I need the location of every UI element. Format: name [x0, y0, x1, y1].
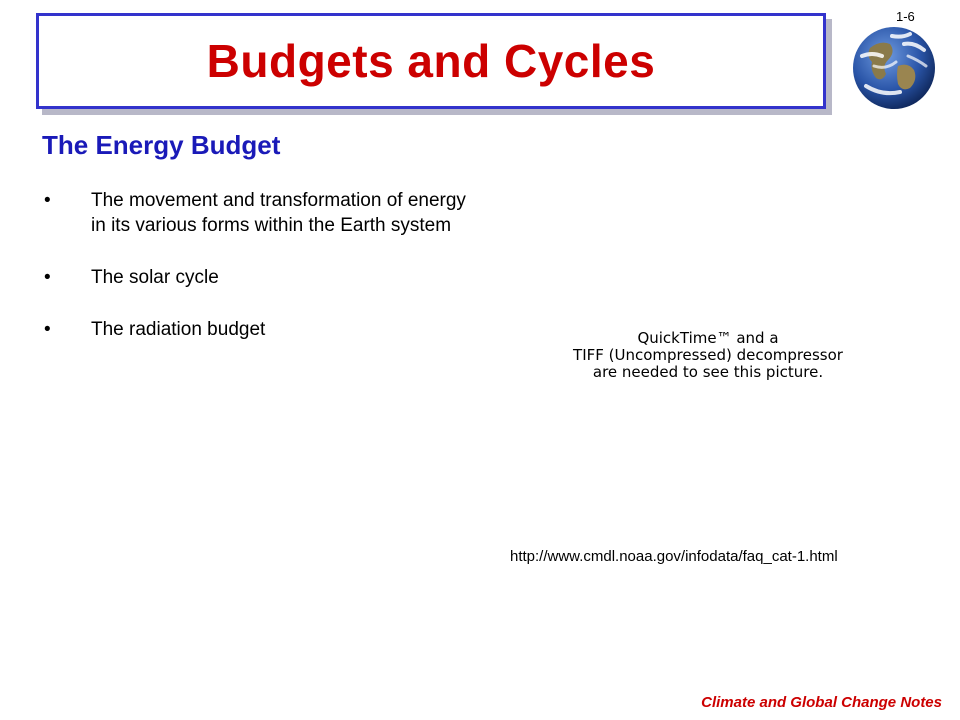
bullet-item	[44, 188, 484, 238]
bullet-text: The movement and transformation of energy in its various forms within the Earth system	[91, 190, 466, 236]
earth-globe-icon	[852, 26, 936, 110]
source-url: http://www.cmdl.noaa.gov/infodata/faq_cat-1.html	[510, 548, 838, 565]
bullet-text: The solar cycle	[91, 267, 219, 288]
bullet-text: The radiation budget	[91, 319, 266, 340]
footer-text: Climate and Global Change Notes	[701, 694, 942, 711]
bullet-marker: •	[44, 190, 51, 211]
section-subtitle: The Energy Budget	[42, 130, 281, 160]
bullet-item	[44, 265, 484, 290]
bullet-marker: •	[44, 319, 51, 340]
placeholder-line: QuickTime™ and a	[637, 329, 779, 347]
placeholder-line: are needed to see this picture.	[592, 363, 824, 381]
bullet-item	[44, 317, 484, 342]
slide-title: Budgets and Cycles	[206, 35, 656, 87]
title-box	[36, 13, 826, 109]
slide-number: 1-6	[896, 9, 915, 24]
image-placeholder-message	[548, 330, 868, 381]
placeholder-line: TIFF (Uncompressed) decompressor	[573, 346, 843, 364]
bullet-list	[44, 188, 484, 369]
bullet-marker: •	[44, 267, 51, 288]
